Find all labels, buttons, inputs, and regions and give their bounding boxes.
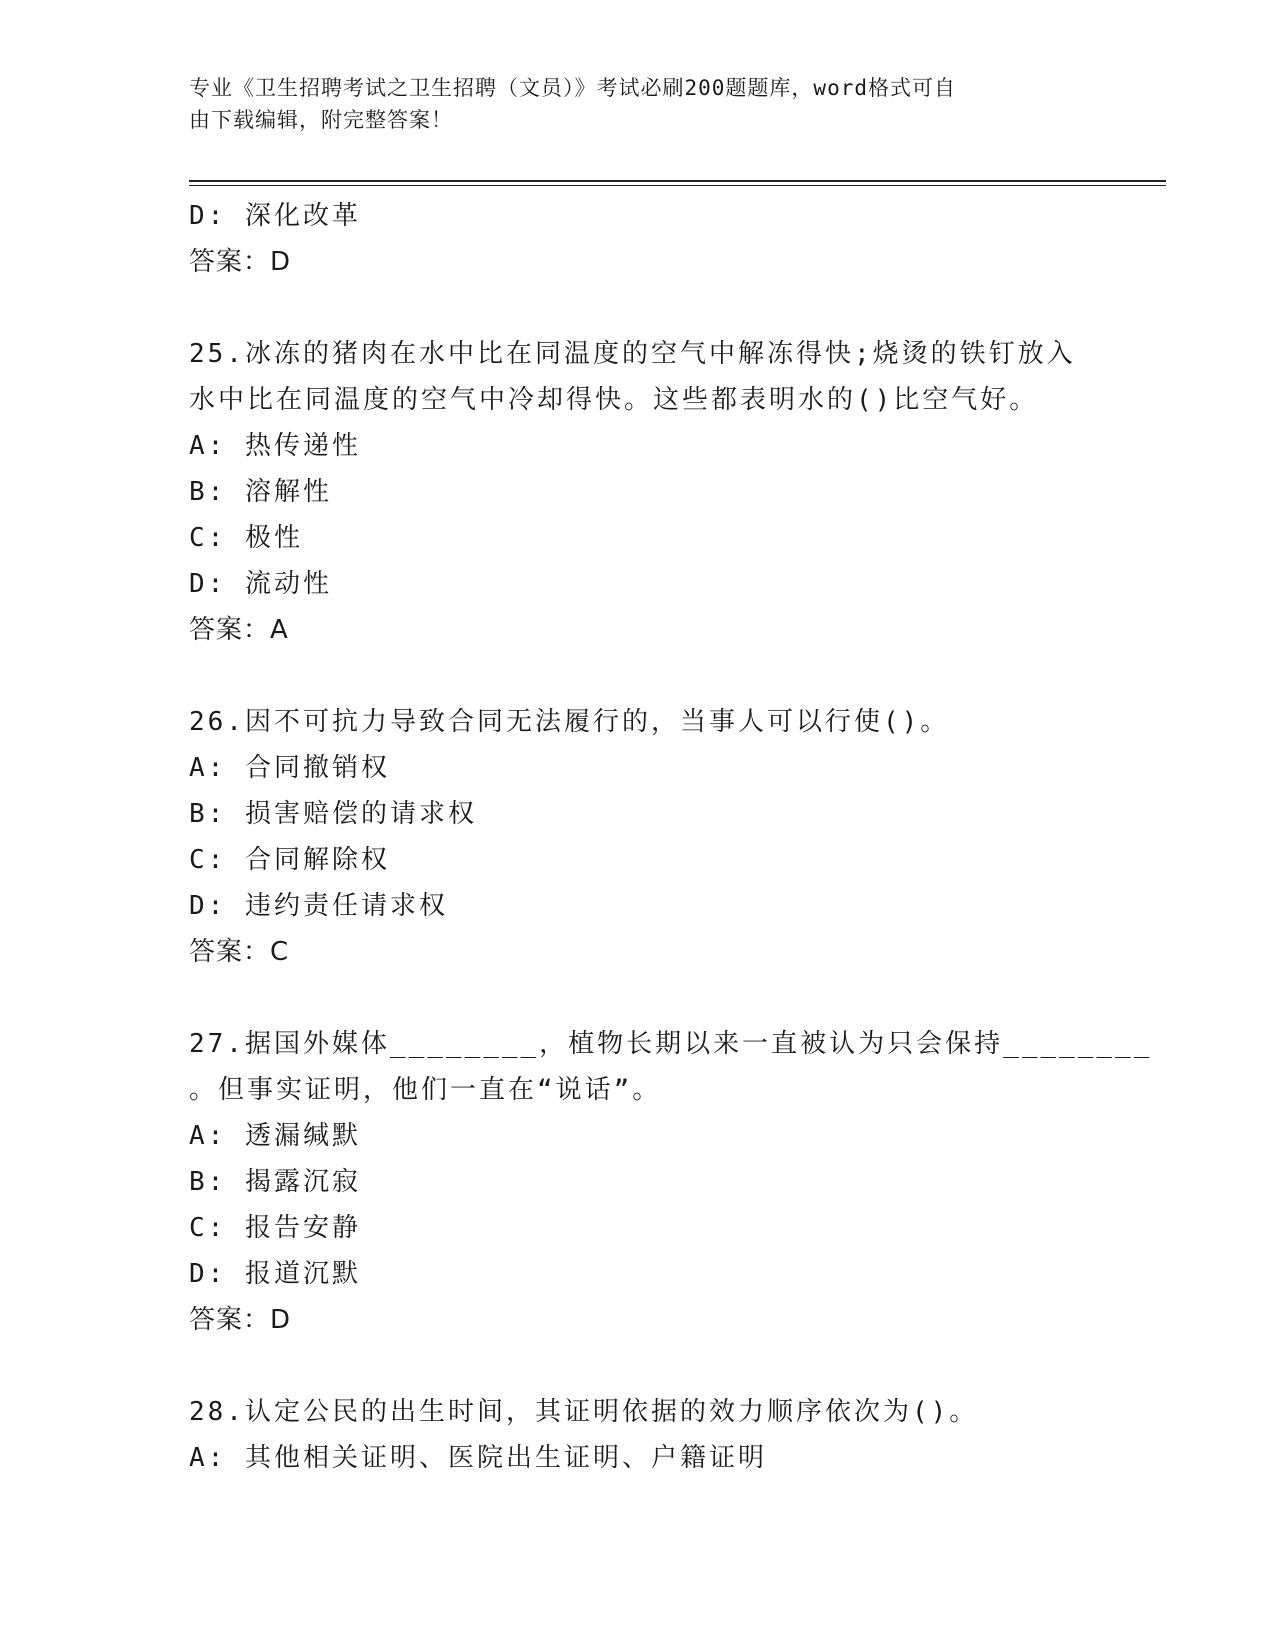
header-rule-thick — [189, 180, 1166, 182]
question-stem: 25.冰冻的猪肉在水中比在同温度的空气中解冻得快;烧烫的铁钉放入 — [189, 339, 1076, 369]
answer-line: 答案：D — [189, 247, 292, 277]
question-stem: 26.因不可抗力导致合同无法履行的，当事人可以行使()。 — [189, 707, 950, 737]
option-a: A: 透漏缄默 — [189, 1121, 361, 1151]
question-content — [189, 193, 1153, 1481]
header-line-2: 由下载编辑，附完整答案！ — [189, 108, 453, 132]
option-b: B: 损害赔偿的请求权 — [189, 799, 477, 829]
header-rule-thin — [189, 185, 1166, 186]
option-b: B: 揭露沉寂 — [189, 1167, 361, 1197]
answer-line: 答案：A — [189, 615, 289, 645]
question-stem: 28.认定公民的出生时间，其证明依据的效力顺序依次为()。 — [189, 1397, 979, 1427]
option-d: D: 流动性 — [189, 569, 332, 599]
option-a: A: 其他相关证明、医院出生证明、户籍证明 — [189, 1443, 767, 1473]
question-25 — [189, 331, 1089, 653]
question-stem: 水中比在同温度的空气中冷却得快。这些都表明水的()比空气好。 — [189, 385, 1039, 415]
option-a: A: 合同撤销权 — [189, 753, 390, 783]
question-stem: 。但事实证明，他们一直在“说话”。 — [189, 1075, 662, 1105]
option-d: D: 报道沉默 — [189, 1259, 361, 1289]
answer-line: 答案：C — [189, 937, 290, 967]
option-b: B: 溶解性 — [189, 477, 332, 507]
previous-question-tail — [189, 193, 1089, 285]
option-d: D: 违约责任请求权 — [189, 891, 448, 921]
header-line-1: 专业《卫生招聘考试之卫生招聘（文员）》考试必刷200题题库，word格式可自 — [189, 76, 956, 100]
question-28 — [189, 1389, 1089, 1481]
question-stem: 27.据国外媒体________，植物长期以来一直被认为只会保持________ — [189, 1029, 1153, 1059]
question-27 — [189, 1021, 1153, 1343]
option-c: C: 合同解除权 — [189, 845, 390, 875]
option-a: A: 热传递性 — [189, 431, 361, 461]
option-c: C: 报告安静 — [189, 1213, 361, 1243]
option-d: D: 深化改革 — [189, 201, 361, 231]
answer-line: 答案：D — [189, 1305, 292, 1335]
question-26 — [189, 699, 1089, 975]
option-c: C: 极性 — [189, 523, 303, 553]
document-header — [189, 72, 1089, 136]
